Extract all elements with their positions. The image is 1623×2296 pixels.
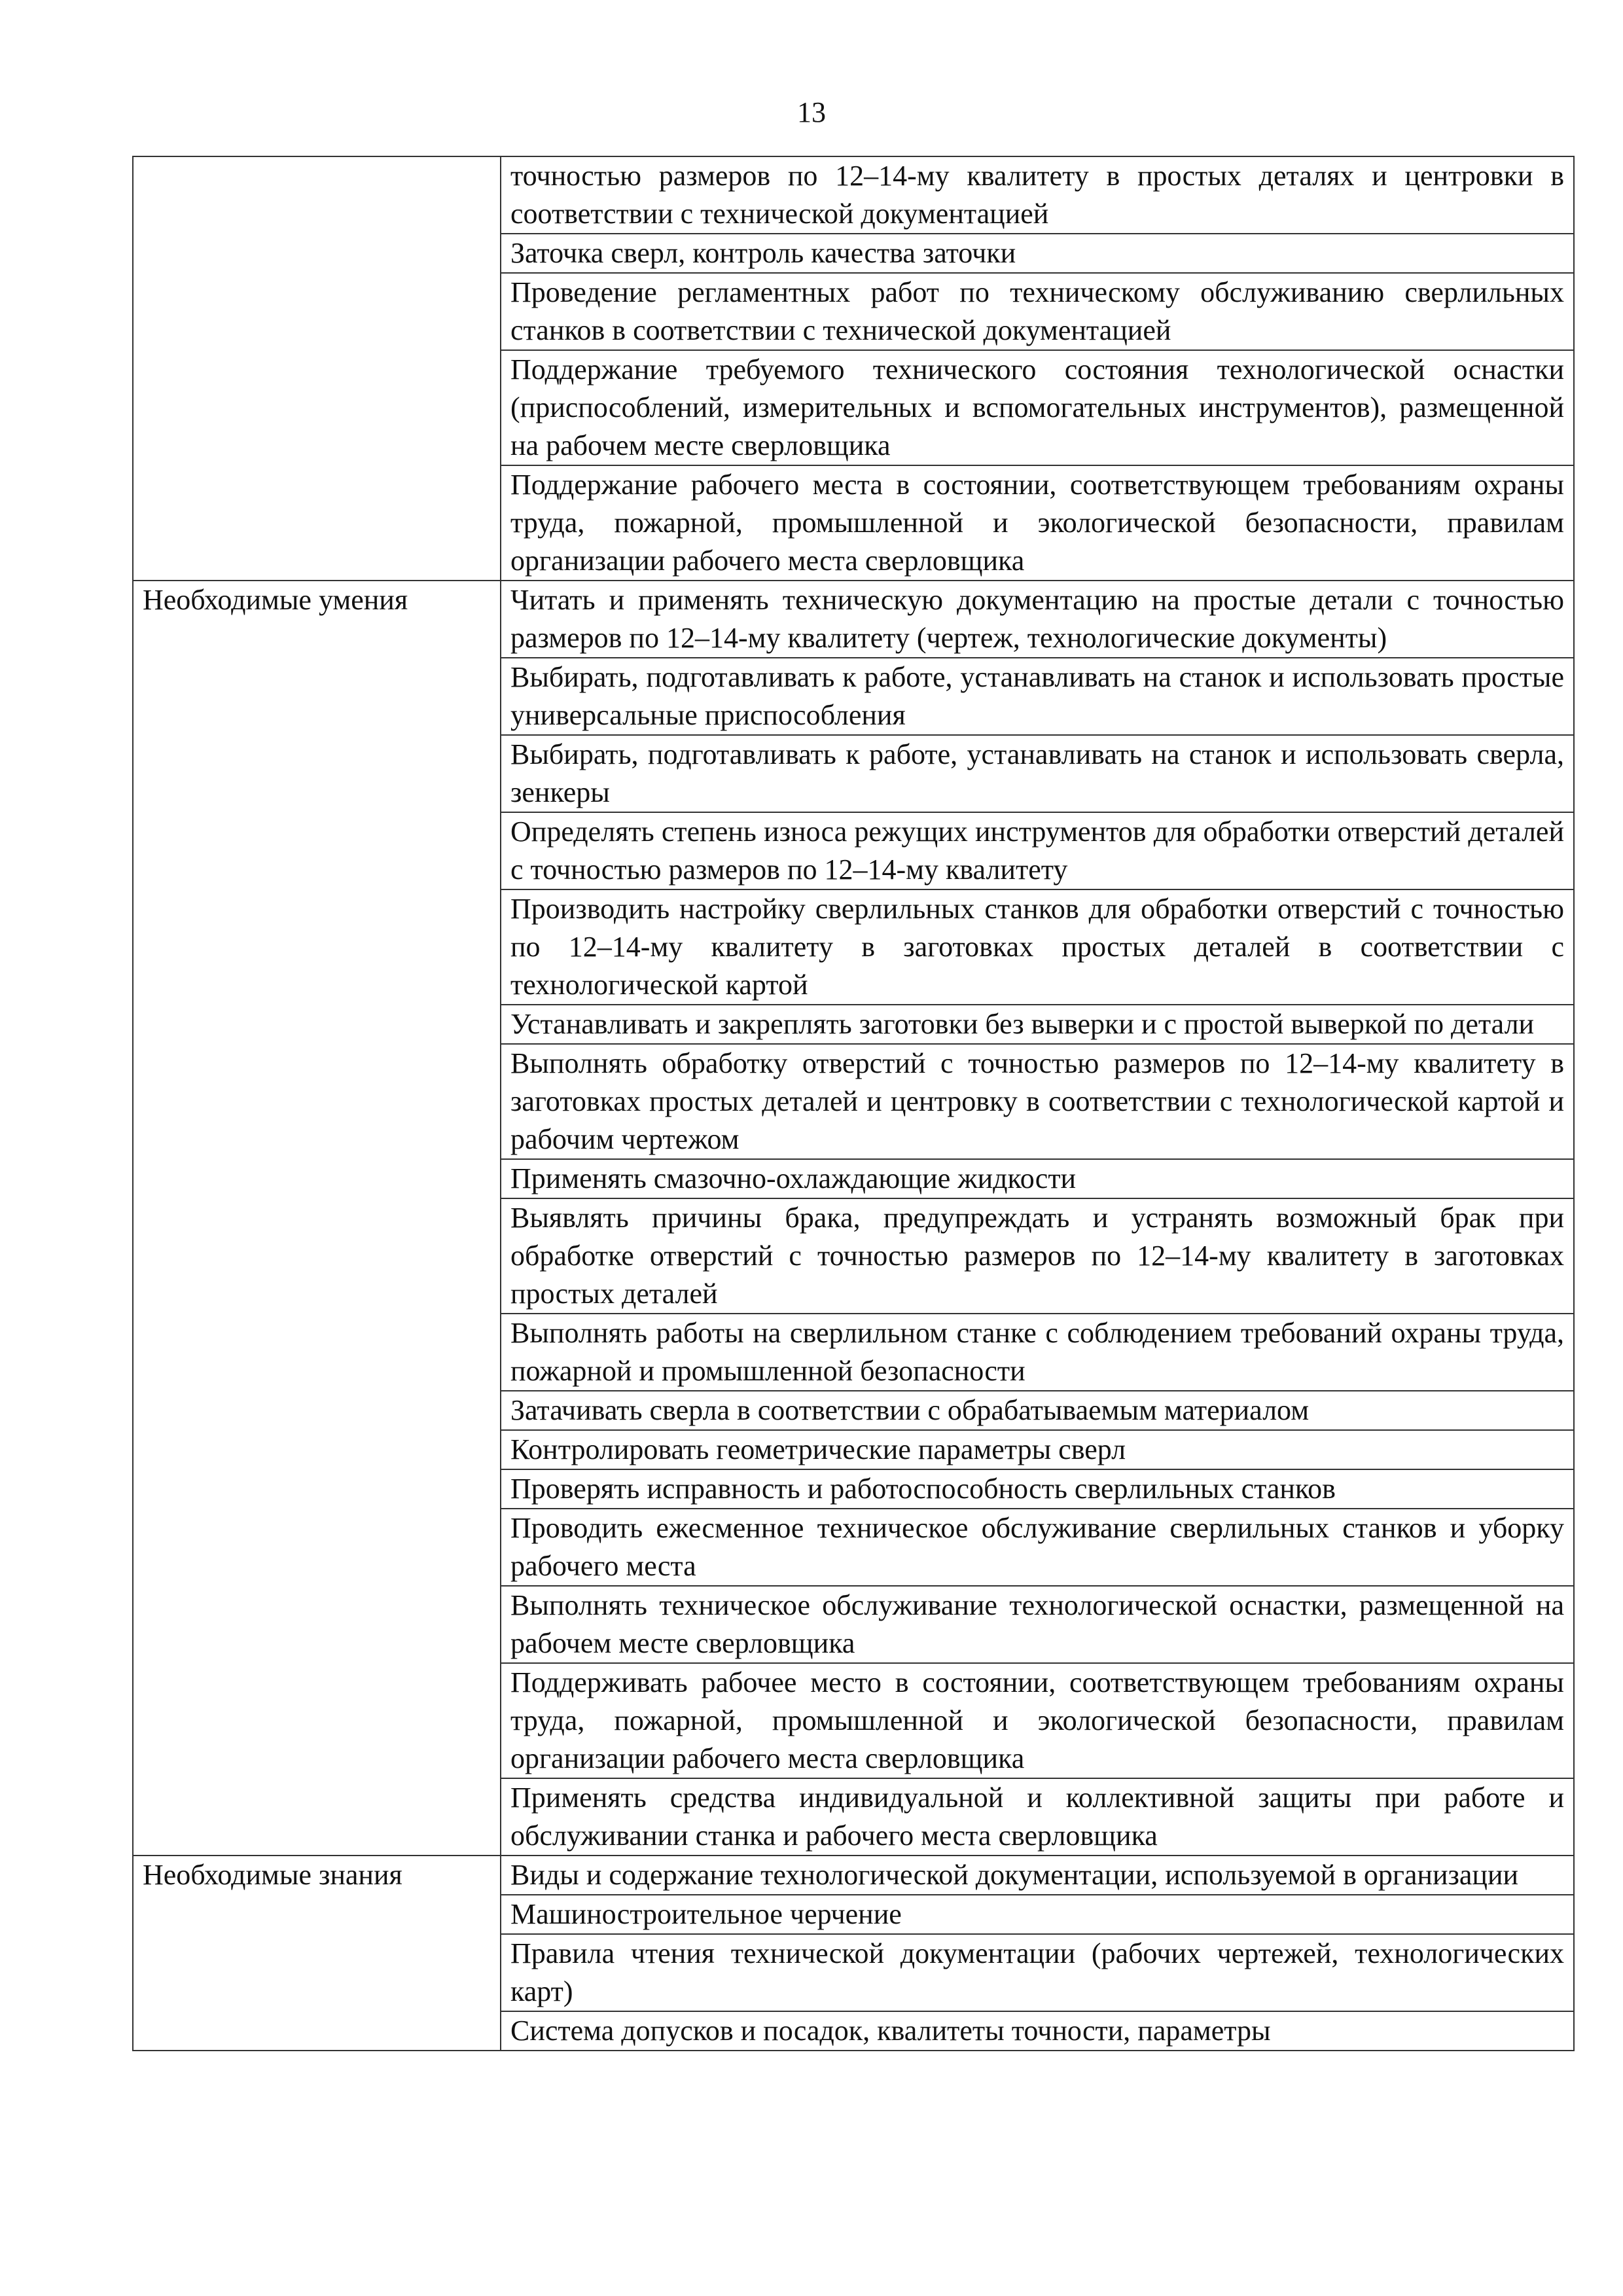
table-row: Система допусков и посадок, квалитеты точности, параметры bbox=[510, 2015, 1271, 2047]
table-row: Затачивать сверла в соответствии с обрабатываемым материалом bbox=[501, 1391, 1573, 1431]
table-row: Виды и содержание технологической документации, используемой в организации bbox=[501, 1856, 1573, 1895]
table-row: Выполнять обработку отверстий с точностью размеров по 12–14-му квалитету в заготовках простых деталей и центровку в соответствии с технологической картой и рабочим чертежом bbox=[501, 1045, 1573, 1160]
table-row: Поддерживать рабочее место в состоянии, соответствующем требованиям охраны труда, пожарной, промышленной и экологической безопасности, правилам организации рабочего места сверловщика bbox=[501, 1664, 1573, 1779]
table-row: Выполнять техническое обслуживание технологической оснастки, размещенной на рабочем месте сверловщика bbox=[501, 1587, 1573, 1664]
table-section-continued-activities bbox=[134, 157, 1573, 581]
table-row: Производить настройку сверлильных станков для обработки отверстий с точностью по 12–14-му квалитету в заготовках простых деталей в соответствии с технологической картой bbox=[501, 890, 1573, 1005]
table-row: Выбирать, подготавливать к работе, устанавливать на станок и использовать простые универсальные приспособления bbox=[501, 658, 1573, 736]
table-row: точностью размеров по 12–14-му квалитету в простых деталях и центровки в соответствии с технической документацией bbox=[501, 157, 1573, 234]
table-row: Применять смазочно-охлаждающие жидкости bbox=[501, 1160, 1573, 1199]
table-row: Устанавливать и закреплять заготовки без выверки и с простой выверкой по детали bbox=[501, 1005, 1573, 1045]
table-row: Применять средства индивидуальной и коллективной защиты при работе и обслуживании станка и рабочего места сверловщика bbox=[510, 1782, 1564, 1852]
section-items bbox=[501, 1856, 1573, 2050]
table-row: Выполнять работы на сверлильном станке с соблюдением требований охраны труда, пожарной и промышленной безопасности bbox=[501, 1314, 1573, 1391]
table-row: Поддержание требуемого технического состояния технологической оснастки (приспособлений, измерительных и вспомогательных инструментов), размещенной на рабочем месте сверловщика bbox=[501, 351, 1573, 466]
section-label: Необходимые умения bbox=[134, 581, 501, 1855]
requirements-table bbox=[132, 156, 1575, 2051]
section-label: Необходимые знания bbox=[134, 1856, 501, 2050]
table-row: Выбирать, подготавливать к работе, устанавливать на станок и использовать сверла, зенкеры bbox=[501, 736, 1573, 813]
section-items bbox=[501, 581, 1573, 1855]
table-row: Машиностроительное черчение bbox=[501, 1895, 1573, 1935]
table-section-required-knowledge bbox=[134, 1856, 1573, 2051]
section-label bbox=[134, 157, 501, 580]
section-items bbox=[501, 157, 1573, 580]
table-row: Проводить ежесменное техническое обслуживание сверлильных станков и уборку рабочего места bbox=[501, 1509, 1573, 1587]
table-row: Контролировать геометрические параметры сверл bbox=[501, 1431, 1573, 1470]
table-row: Проведение регламентных работ по техническому обслуживанию сверлильных станков в соответствии с технической документацией bbox=[501, 274, 1573, 351]
table-row: Заточка сверл, контроль качества заточки bbox=[501, 234, 1573, 274]
table-row: Проверять исправность и работоспособность сверлильных станков bbox=[501, 1470, 1573, 1509]
table-row: Поддержание рабочего места в состоянии, соответствующем требованиям охраны труда, пожарной, промышленной и экологической безопасности, правилам организации рабочего места сверловщика bbox=[510, 469, 1564, 577]
page-number: 13 bbox=[797, 96, 826, 128]
table-row: Правила чтения технической документации (рабочих чертежей, технологических карт) bbox=[501, 1935, 1573, 2012]
table-row: Определять степень износа режущих инструментов для обработки отверстий деталей с точностью размеров по 12–14-му квалитету bbox=[501, 813, 1573, 890]
table-row: Выявлять причины брака, предупреждать и устранять возможный брак при обработке отверстий с точностью размеров по 12–14-му квалитету в заготовках простых деталей bbox=[501, 1199, 1573, 1314]
table-section-required-skills bbox=[134, 581, 1573, 1856]
table-row: Читать и применять техническую документацию на простые детали с точностью размеров по 12–14-му квалитету (чертеж, технологические документы) bbox=[501, 581, 1573, 658]
